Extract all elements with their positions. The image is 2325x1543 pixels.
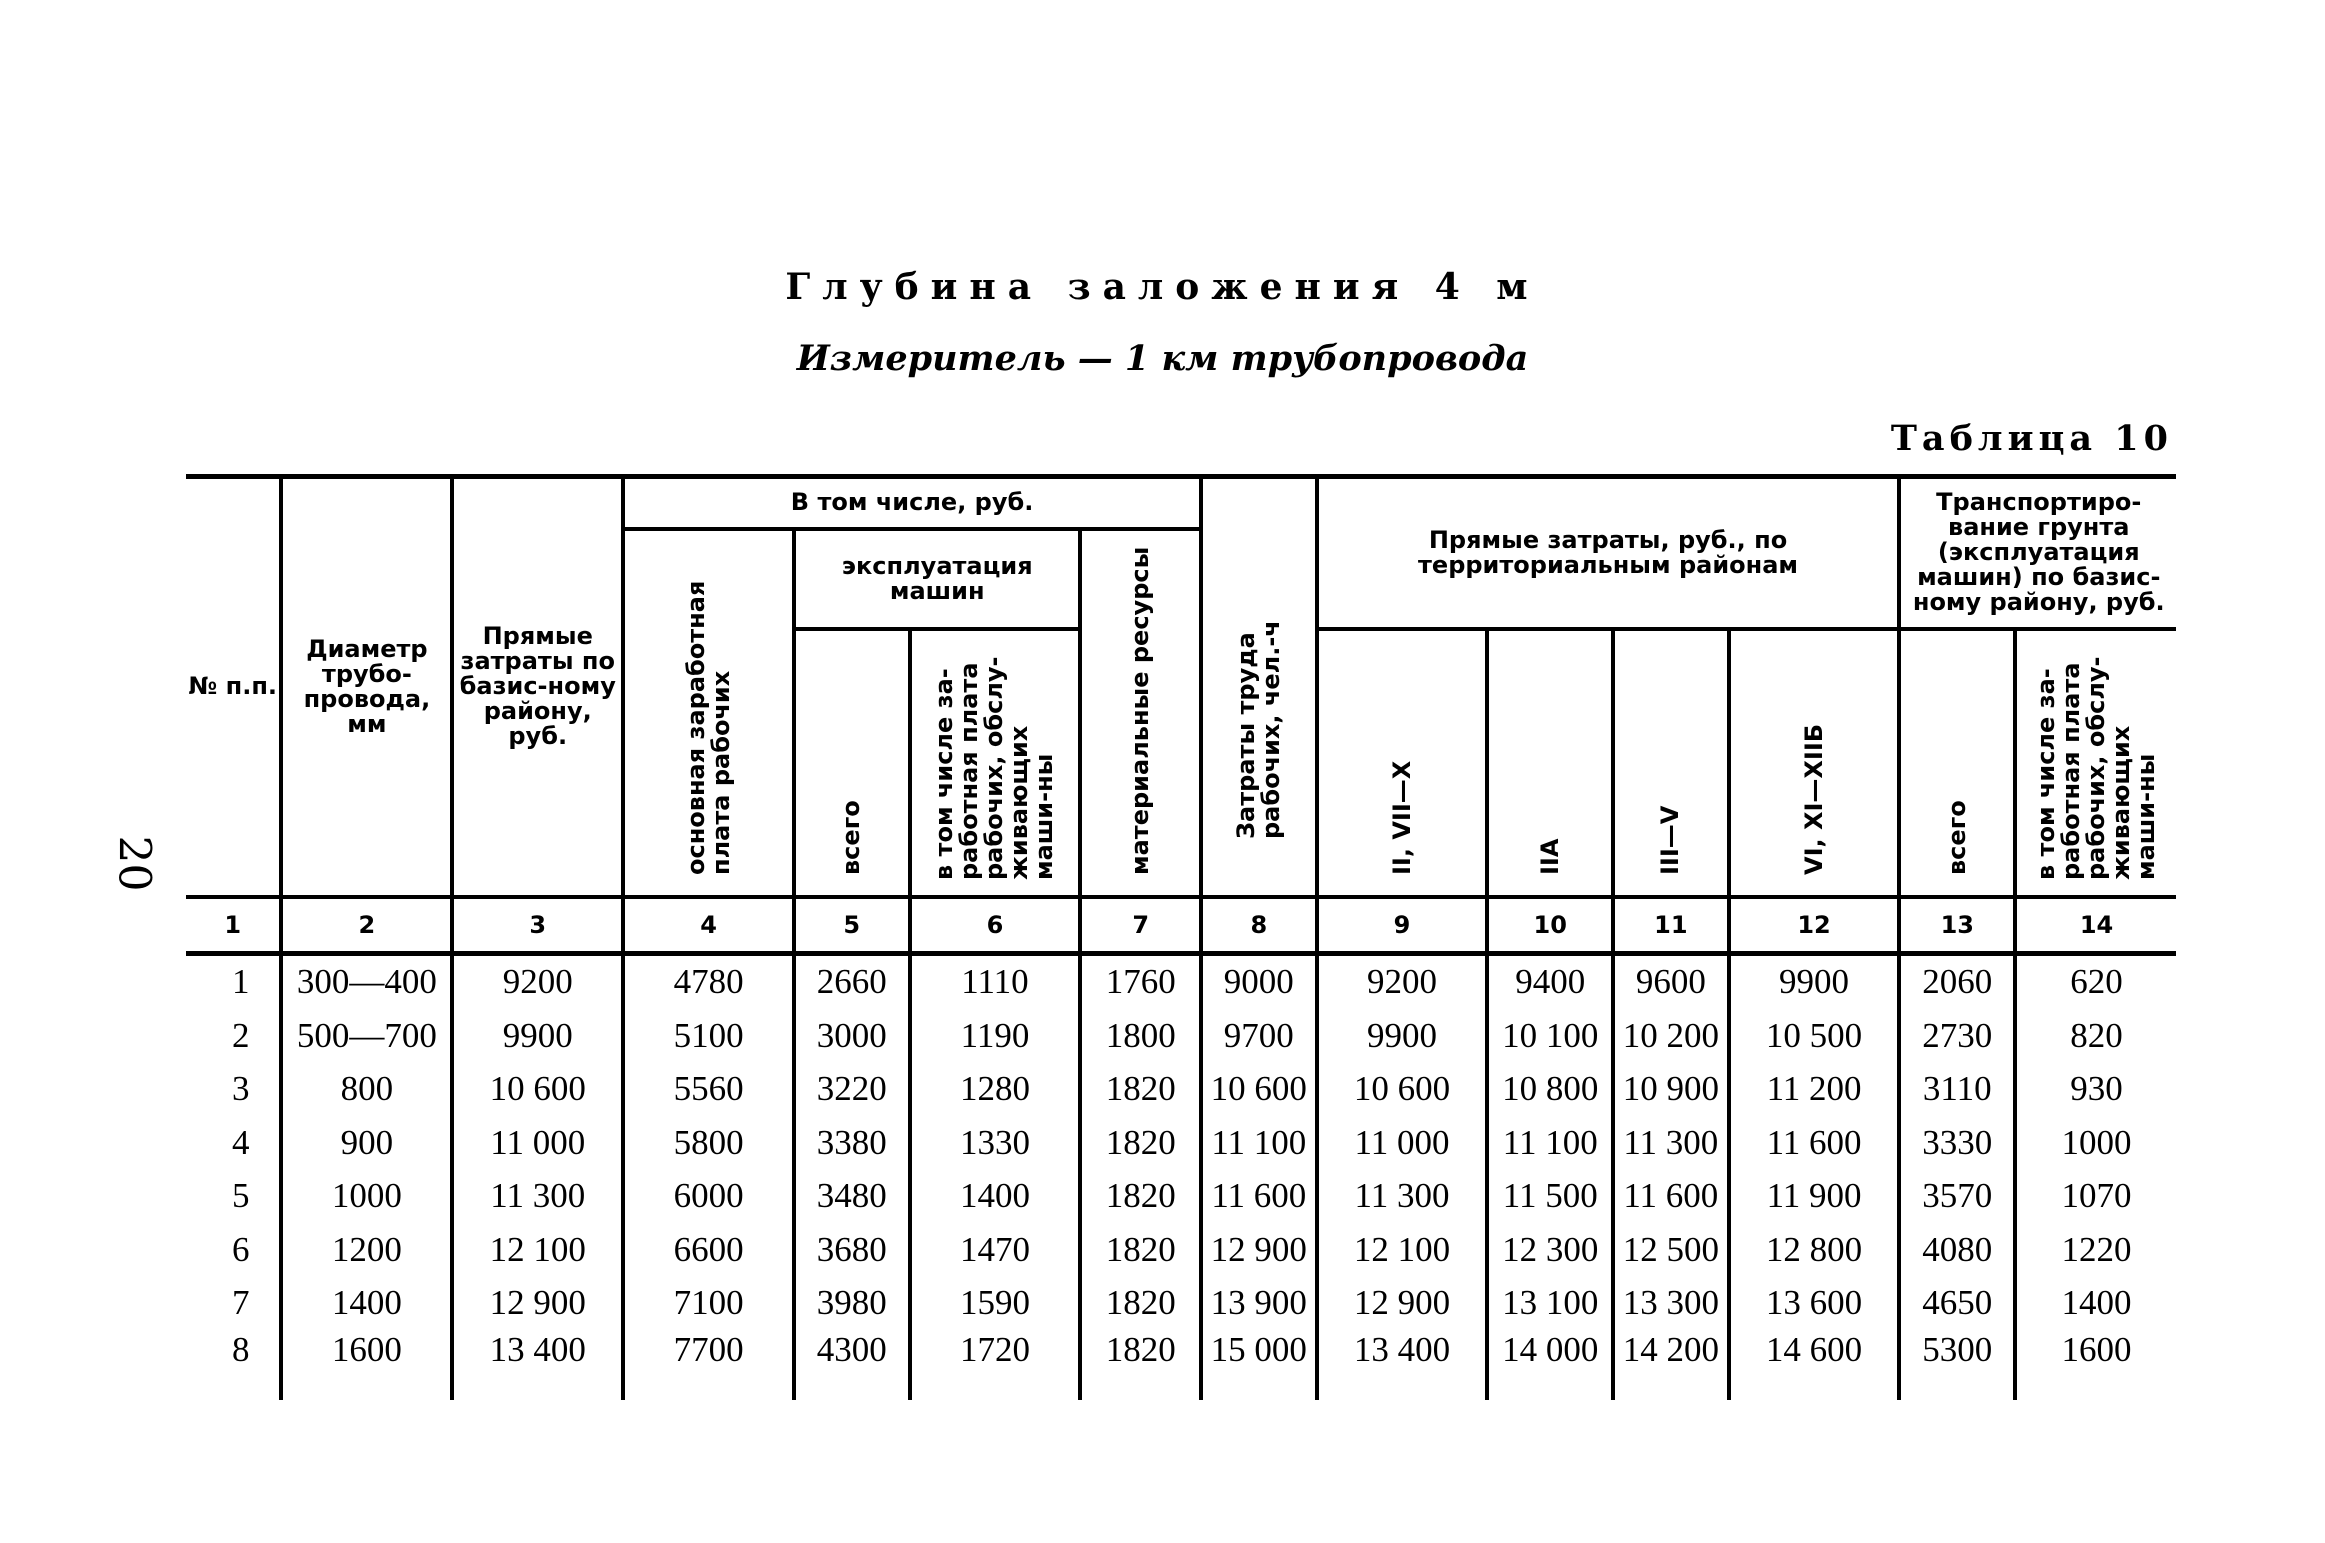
table-cell: 12 900: [1317, 1277, 1488, 1331]
page-title: Глубина заложения 4 м: [785, 266, 1540, 308]
table-cell: 2730: [1899, 1009, 2015, 1063]
table-cell: 1470: [910, 1223, 1081, 1277]
table-row: [186, 1063, 2176, 1117]
table-row: [186, 953, 2176, 1009]
table-cell: 10 600: [452, 1063, 623, 1117]
table-cell: 14 600: [1729, 1330, 1900, 1400]
table-cell: 820: [2015, 1009, 2176, 1063]
header-transport-wage: в том числе за-работная плата рабочих, обслу-живающих маши-ны: [2015, 629, 2176, 897]
column-number: 5: [794, 897, 910, 954]
table-cell: 11 600: [1729, 1116, 1900, 1170]
table-row: [186, 1116, 2176, 1170]
table-cell: 1200: [281, 1223, 452, 1277]
page-number: 20: [108, 835, 160, 892]
header-materials: материальные ресурсы: [1080, 529, 1201, 897]
page-subtitle: Измеритель — 1 км трубопровода: [796, 338, 1529, 379]
table-row: [186, 1223, 2176, 1277]
header-row-number: № п.п.: [186, 477, 281, 897]
table-cell: 7100: [623, 1277, 794, 1331]
table-cell: 3380: [794, 1116, 910, 1170]
header-labor-costs: Затраты труда рабочих, чел.-ч: [1201, 477, 1317, 897]
table-cell: 13 400: [1317, 1330, 1488, 1400]
column-number: 14: [2015, 897, 2176, 954]
header-region-1: II, VII—X: [1317, 629, 1488, 897]
table-cell: 9200: [1317, 953, 1488, 1009]
table-cell: 13 300: [1613, 1277, 1729, 1331]
table-cell: 9600: [1613, 953, 1729, 1009]
table-cell: 9000: [1201, 953, 1317, 1009]
table-cell: 12 300: [1487, 1223, 1613, 1277]
table-cell: 11 000: [452, 1116, 623, 1170]
table-cell: 1600: [2015, 1330, 2176, 1400]
table-cell: 1400: [2015, 1277, 2176, 1331]
column-number: 7: [1080, 897, 1201, 954]
table-cell: 4: [231, 1122, 250, 1162]
header-group-machine: эксплуатация машин: [794, 529, 1080, 629]
table-cell: 10 500: [1729, 1009, 1900, 1063]
table-cell: 13 100: [1487, 1277, 1613, 1331]
column-number: 12: [1729, 897, 1900, 954]
table-cell: 1820: [1080, 1063, 1201, 1117]
table-cell: 3980: [794, 1277, 910, 1331]
table-cell: 15 000: [1201, 1330, 1317, 1400]
table-cell: 900: [281, 1116, 452, 1170]
table-cell: 930: [2015, 1063, 2176, 1117]
table-cell: 9200: [452, 953, 623, 1009]
table-cell: 11 200: [1729, 1063, 1900, 1117]
table-cell: 4080: [1899, 1223, 2015, 1277]
column-number: 4: [623, 897, 794, 954]
column-number: 8: [1201, 897, 1317, 954]
column-number: 1: [186, 897, 281, 954]
table-cell: 3000: [794, 1009, 910, 1063]
table-cell: 1590: [910, 1277, 1081, 1331]
table-cell: 12 500: [1613, 1223, 1729, 1277]
column-number: 2: [281, 897, 452, 954]
table-cell: 500—700: [281, 1009, 452, 1063]
table-row: [186, 1170, 2176, 1224]
table-cell: 1720: [910, 1330, 1081, 1400]
table-row: [186, 1330, 2176, 1400]
table-cell: 10 100: [1487, 1009, 1613, 1063]
table-cell: 10 900: [1613, 1063, 1729, 1117]
table-cell: 1820: [1080, 1116, 1201, 1170]
table-row: [186, 1009, 2176, 1063]
table-cell: 11 000: [1317, 1116, 1488, 1170]
table-cell: 11 900: [1729, 1170, 1900, 1224]
table-cell: 1820: [1080, 1223, 1201, 1277]
table-cell: 4650: [1899, 1277, 2015, 1331]
table-cell: 1220: [2015, 1223, 2176, 1277]
table-cell: 11 600: [1201, 1170, 1317, 1224]
table-cell: 620: [2015, 953, 2176, 1009]
table-cell: 12 100: [452, 1223, 623, 1277]
table-cell: 1000: [281, 1170, 452, 1224]
table-cell: 1000: [2015, 1116, 2176, 1170]
table-cell: 3110: [1899, 1063, 2015, 1117]
header-diameter: Диаметр трубо-провода, мм: [281, 477, 452, 897]
header-machine-wage: в том числе за-работная плата рабочих, обслу-живающих маши-ны: [910, 629, 1081, 897]
table-cell: 14 200: [1613, 1330, 1729, 1400]
table-row: [186, 1277, 2176, 1331]
table-cell: 11 300: [452, 1170, 623, 1224]
table-cell: 6: [231, 1229, 250, 1269]
header-region-4: VI, XI—XIIБ: [1729, 629, 1900, 897]
table-cell: 14 000: [1487, 1330, 1613, 1400]
table-cell: 10 600: [1317, 1063, 1488, 1117]
table-cell: 1110: [910, 953, 1081, 1009]
table-cell: 10 600: [1201, 1063, 1317, 1117]
table-cell: 1820: [1080, 1277, 1201, 1331]
table-cell: 6000: [623, 1170, 794, 1224]
table-cell: 1190: [910, 1009, 1081, 1063]
table-body: [186, 953, 2176, 1400]
header-direct-costs-base: Прямые затраты по базис-ному району, руб.: [452, 477, 623, 897]
table-cell: 13 900: [1201, 1277, 1317, 1331]
table-cell: 1070: [2015, 1170, 2176, 1224]
table-cell: 9900: [1729, 953, 1900, 1009]
table-cell: 1400: [281, 1277, 452, 1331]
table-cell: 5: [231, 1176, 250, 1216]
table-cell: 11 600: [1613, 1170, 1729, 1224]
table-cell: 1600: [281, 1330, 452, 1400]
table-cell: 1330: [910, 1116, 1081, 1170]
table-label: Таблица 10: [1890, 418, 2173, 459]
table-cell: 10 800: [1487, 1063, 1613, 1117]
header-region-2: IIА: [1487, 629, 1613, 897]
table-cell: 7: [231, 1283, 250, 1323]
table-cell: 6600: [623, 1223, 794, 1277]
table-cell: 9400: [1487, 953, 1613, 1009]
table-cell: 11 300: [1317, 1170, 1488, 1224]
table-cell: 300—400: [281, 953, 452, 1009]
table-cell: 8: [231, 1330, 250, 1369]
table-cell: 3: [231, 1069, 250, 1109]
table-cell: 5800: [623, 1116, 794, 1170]
table-cell: 4300: [794, 1330, 910, 1400]
column-number: 11: [1613, 897, 1729, 954]
header-region-3: III—V: [1613, 629, 1729, 897]
header-group-transport: Транспортиро-вание грунта (эксплуатация машин) по базис-ному району, руб.: [1899, 477, 2176, 629]
table-cell: 13 400: [452, 1330, 623, 1400]
table-cell: 9700: [1201, 1009, 1317, 1063]
table-cell: 5300: [1899, 1330, 2015, 1400]
table-cell: 9900: [1317, 1009, 1488, 1063]
table-cell: 13 600: [1729, 1277, 1900, 1331]
table-cell: 3570: [1899, 1170, 2015, 1224]
table-cell: 1400: [910, 1170, 1081, 1224]
header-base-wage: основная заработная плата рабочих: [623, 529, 794, 897]
header-group-regions: Прямые затраты, руб., по территориальным районам: [1317, 477, 1900, 629]
column-number: 10: [1487, 897, 1613, 954]
header-machine-total: всего: [794, 629, 910, 897]
table-cell: 1760: [1080, 953, 1201, 1009]
table-cell: 7700: [623, 1330, 794, 1400]
table-cell: 10 200: [1613, 1009, 1729, 1063]
header-group-including: В том числе, руб.: [623, 477, 1201, 529]
table-cell: 5560: [623, 1063, 794, 1117]
table-cell: 3680: [794, 1223, 910, 1277]
table-cell: 4780: [623, 953, 794, 1009]
table-cell: 2: [231, 1015, 250, 1055]
column-number: 6: [910, 897, 1081, 954]
table-cell: 11 300: [1613, 1116, 1729, 1170]
table-cell: 11 100: [1487, 1116, 1613, 1170]
column-number: 13: [1899, 897, 2015, 954]
column-number: 3: [452, 897, 623, 954]
table-cell: 3330: [1899, 1116, 2015, 1170]
table-cell: 1820: [1080, 1330, 1201, 1400]
table-cell: 2660: [794, 953, 910, 1009]
table-cell: 12 100: [1317, 1223, 1488, 1277]
table-cell: 12 900: [452, 1277, 623, 1331]
table-cell: 12 900: [1201, 1223, 1317, 1277]
table-cell: 9900: [452, 1009, 623, 1063]
table-cell: 1820: [1080, 1170, 1201, 1224]
header-transport-total: всего: [1899, 629, 2015, 897]
data-table: [186, 474, 2176, 1400]
table-cell: 11 100: [1201, 1116, 1317, 1170]
column-number: 9: [1317, 897, 1488, 954]
table-cell: 1280: [910, 1063, 1081, 1117]
table-cell: 3480: [794, 1170, 910, 1224]
table-cell: 1: [231, 962, 250, 1002]
column-number-row: [186, 897, 2176, 954]
table-cell: 1800: [1080, 1009, 1201, 1063]
table-cell: 800: [281, 1063, 452, 1117]
table-cell: 3220: [794, 1063, 910, 1117]
table-cell: 12 800: [1729, 1223, 1900, 1277]
table-cell: 2060: [1899, 953, 2015, 1009]
table-cell: 11 500: [1487, 1170, 1613, 1224]
table-cell: 5100: [623, 1009, 794, 1063]
